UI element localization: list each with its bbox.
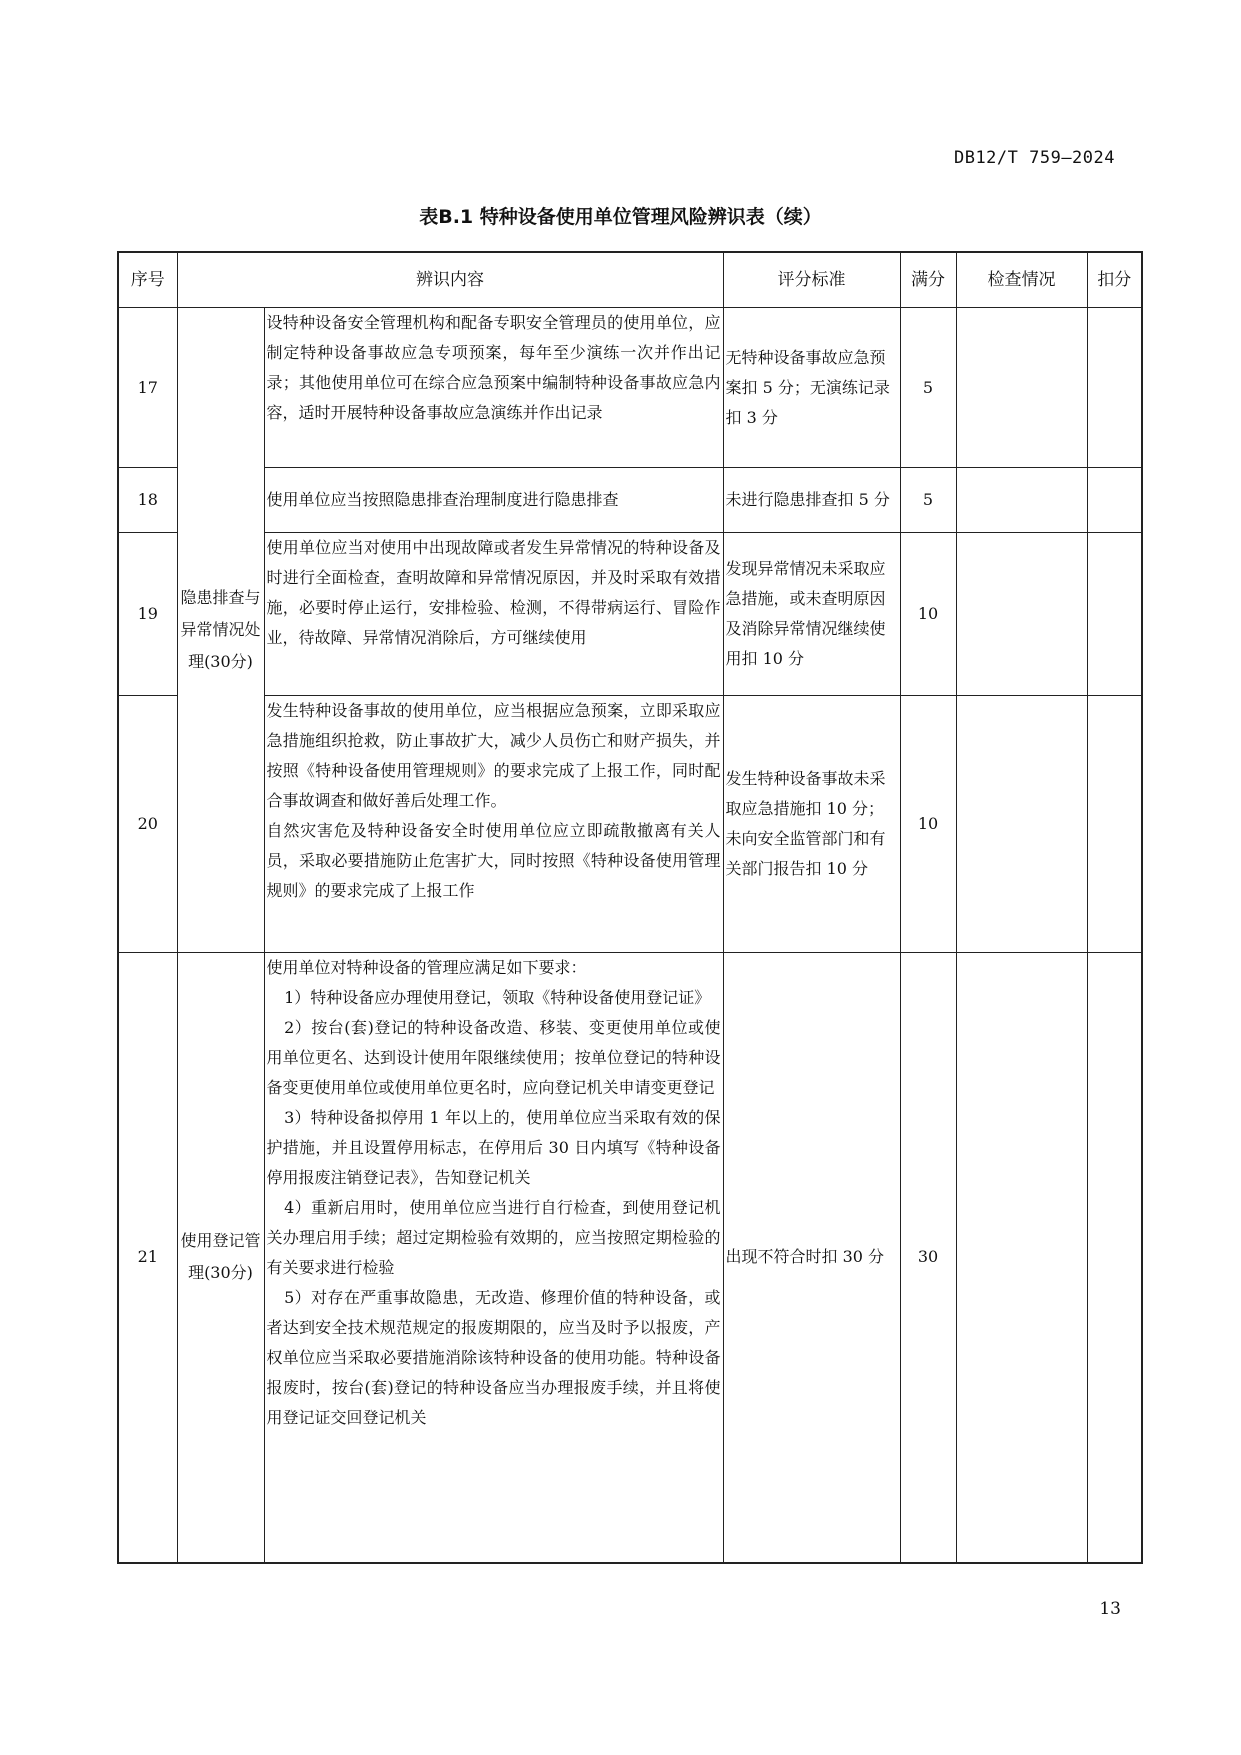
- row-seq: 20: [118, 696, 177, 953]
- row-full-score: 10: [900, 696, 956, 953]
- row-full-score: 5: [900, 468, 956, 533]
- row-criteria: 未进行隐患排查扣 5 分: [723, 468, 900, 533]
- standard-code: DB12/T 759—2024: [953, 148, 1115, 168]
- table-row: [118, 533, 1142, 696]
- row-deduction-cell[interactable]: [1087, 533, 1142, 696]
- row-inspection-cell[interactable]: [956, 696, 1087, 953]
- category-hazard: 隐患排查与异常情况处理(30分): [177, 308, 264, 953]
- header-content: 辨识内容: [177, 252, 723, 308]
- row-full-score: 30: [900, 953, 956, 1563]
- row-seq: 17: [118, 308, 177, 468]
- category-registration: 使用登记管理(30分): [177, 953, 264, 1563]
- row-deduction-cell[interactable]: [1087, 468, 1142, 533]
- table-header-row: [118, 252, 1142, 308]
- row-seq: 19: [118, 533, 177, 696]
- page-number: 13: [1099, 1599, 1121, 1619]
- table-title: 表B.1 特种设备使用单位管理风险辨识表（续）: [419, 206, 822, 228]
- row-criteria: 无特种设备事故应急预案扣 5 分；无演练记录扣 3 分: [723, 308, 900, 468]
- table-row: [118, 308, 1142, 468]
- row-full-score: 10: [900, 533, 956, 696]
- table-row: [118, 953, 1142, 1563]
- row-full-score: 5: [900, 308, 956, 468]
- row-inspection-cell[interactable]: [956, 468, 1087, 533]
- row-content: 使用单位应当按照隐患排查治理制度进行隐患排查: [264, 468, 723, 533]
- row-seq: 21: [118, 953, 177, 1563]
- header-criteria: 评分标准: [723, 252, 900, 308]
- row-inspection-cell[interactable]: [956, 953, 1087, 1563]
- header-inspection: 检查情况: [956, 252, 1087, 308]
- header-full-score: 满分: [900, 252, 956, 308]
- row-inspection-cell[interactable]: [956, 308, 1087, 468]
- row-criteria: 发生特种设备事故未采取应急措施扣 10 分；未向安全监管部门和有关部门报告扣 10 分: [723, 696, 900, 953]
- row-deduction-cell[interactable]: [1087, 696, 1142, 953]
- table-row: [118, 468, 1142, 533]
- row-criteria: 发现异常情况未采取应急措施，或未查明原因及消除异常情况继续使用扣 10 分: [723, 533, 900, 696]
- risk-identification-table: [117, 251, 1143, 1564]
- row-seq: 18: [118, 468, 177, 533]
- row-content: 使用单位对特种设备的管理应满足如下要求： 1）特种设备应办理使用登记，领取《特种设备使用登记证》 2）按台(套)登记的特种设备改造、移装、变更使用单位或使用单位更名、达到设计使用年限继续使用；按单位登记的特种设备变更使用单位或使用单位更名时，应向登记机关申请变更登记 3）特种设备拟停用 1 年以上的，使用单位应当采取有效的保护措施，并且设置停用标志，在停用后 30 日内填写《特种设备停用报废注销登记表》，告知登记机关 4）重新启用时，使用单位应当进行自行检查，到使用登记机关办理启用手续；超过定期检验有效期的，应当按照定期检验的有关要求进行检验 5）对存在严重事故隐患，无改造、修理价值的特种设备，或者达到安全技术规范规定的报废期限的，应当及时予以报废，产权单位应当采取必要措施消除该特种设备的使用功能。特种设备报废时，按台(套)登记的特种设备应当办理报废手续，并且将使用登记证交回登记机关: [264, 953, 723, 1563]
- row-criteria: 出现不符合时扣 30 分: [723, 953, 900, 1563]
- row-inspection-cell[interactable]: [956, 533, 1087, 696]
- header-deduction: 扣分: [1087, 252, 1142, 308]
- table-row: [118, 696, 1142, 953]
- row-content: 发生特种设备事故的使用单位，应当根据应急预案，立即采取应急措施组织抢救，防止事故扩大，减少人员伤亡和财产损失，并按照《特种设备使用管理规则》的要求完成了上报工作，同时配合事故调查和做好善后处理工作。 自然灾害危及特种设备安全时使用单位应立即疏散撤离有关人员，采取必要措施防止危害扩大，同时按照《特种设备使用管理规则》的要求完成了上报工作: [264, 696, 723, 953]
- row-deduction-cell[interactable]: [1087, 308, 1142, 468]
- header-seq: 序号: [118, 252, 177, 308]
- row-content: 使用单位应当对使用中出现故障或者发生异常情况的特种设备及时进行全面检查，查明故障和异常情况原因，并及时采取有效措施，必要时停止运行，安排检验、检测，不得带病运行、冒险作业，待故障、异常情况消除后，方可继续使用: [264, 533, 723, 696]
- row-deduction-cell[interactable]: [1087, 953, 1142, 1563]
- row-content: 设特种设备安全管理机构和配备专职安全管理员的使用单位，应制定特种设备事故应急专项预案，每年至少演练一次并作出记录；其他使用单位可在综合应急预案中编制特种设备事故应急内容，适时开展特种设备事故应急演练并作出记录: [264, 308, 723, 468]
